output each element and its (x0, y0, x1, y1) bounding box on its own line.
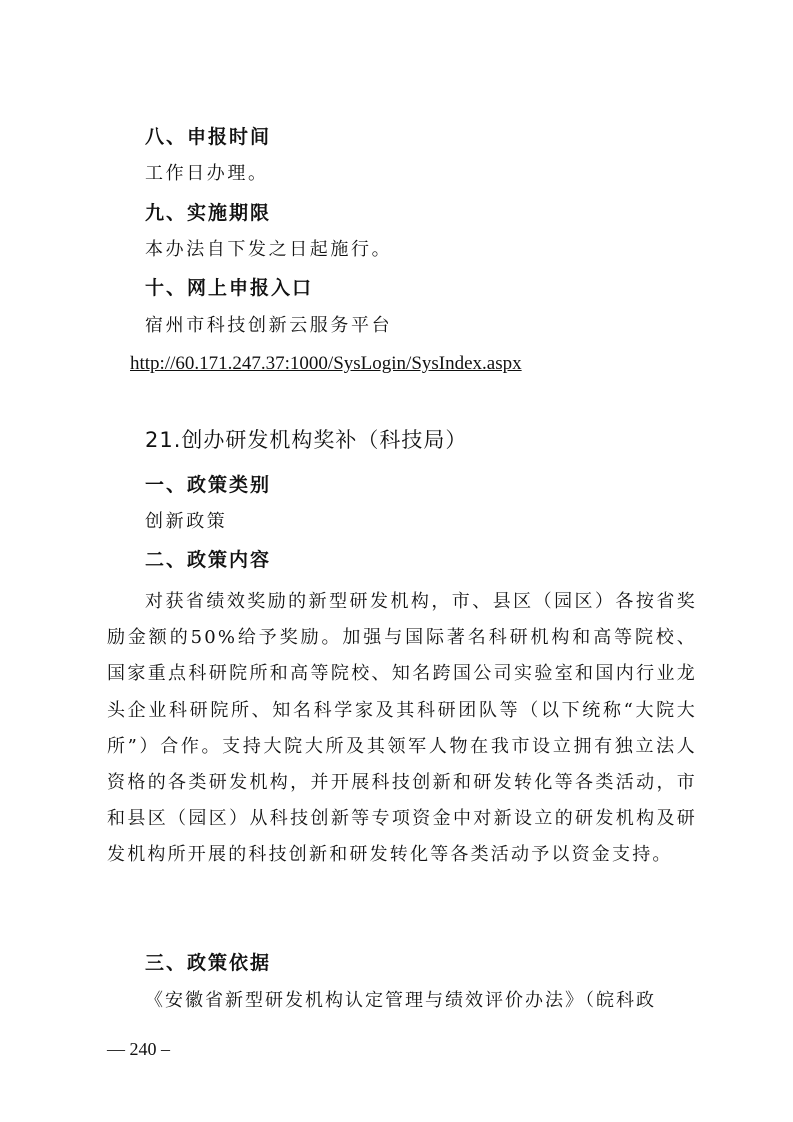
policy-category-heading: 一、政策类别 (145, 474, 272, 496)
policy-content-body: 对获省绩效奖励的新型研发机构，市、县区（园区）各按省奖励金额的50%给予奖励。加强与国际著名科研机构和高等院校、国家重点科研院所和高等院校、知名跨国公司实验室和国内行业龙头企业科研院所、知名科学家及其科研团队等（以下统称“大院大所”）合作。支持大院大所及其领军人物在我市设立拥有独立法人资格的各类研发机构，并开展科技创新和研发转化等各类活动，市和县区（园区）从科技创新等专项资金中对新设立的研发机构及研发机构所开展的科技创新和研发转化等各类活动予以资金支持。 (107, 591, 697, 866)
section-9-heading: 九、实施期限 (145, 202, 272, 224)
policy-basis-heading: 三、政策依据 (145, 952, 272, 974)
online-application-link[interactable]: http://60.171.247.37:1000/SysLogin/SysIndex.aspx (130, 353, 522, 374)
policy-basis-body: 《安徽省新型研发机构认定管理与绩效评价办法》（皖科政 (145, 990, 656, 1011)
section-8-heading: 八、申报时间 (145, 126, 272, 148)
policy-21-title: 21.创办研发机构奖补（科技局） (145, 428, 468, 452)
section-8-body: 工作日办理。 (145, 163, 269, 184)
section-10-heading: 十、网上申报入口 (145, 277, 314, 299)
section-9-body: 本办法自下发之日起施行。 (145, 239, 393, 260)
policy-category-body: 创新政策 (145, 511, 228, 532)
section-10-platform: 宿州市科技创新云服务平台 (145, 315, 393, 336)
policy-content-heading: 二、政策内容 (145, 549, 272, 571)
page-number: — 240 – (107, 1039, 170, 1059)
